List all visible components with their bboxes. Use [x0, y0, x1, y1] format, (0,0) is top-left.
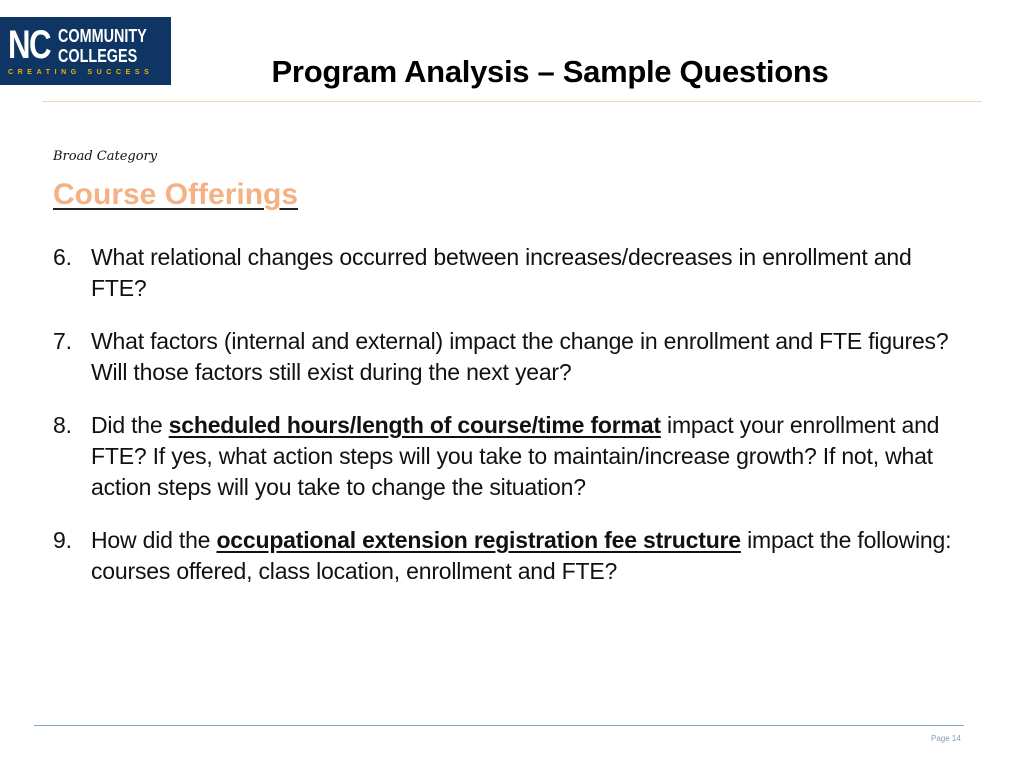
page-number: Page 14: [931, 734, 961, 743]
question-text-post: impact the following: courses offered, class location, enrollment and FTE?: [91, 527, 952, 584]
question-text: What relational changes occurred between increases/decreases in enrollment and FTE?: [91, 244, 912, 301]
question-number: 8.: [53, 412, 72, 438]
question-emphasis: occupational extension registration fee structure: [216, 527, 741, 553]
question-number: 7.: [53, 328, 72, 354]
logo-tagline: CREATING SUCCESS: [8, 69, 154, 76]
question-number: 6.: [53, 244, 72, 270]
question-item: [53, 410, 963, 503]
question-item: [53, 525, 963, 587]
question-text-pre: Did the: [91, 412, 169, 438]
logo-abbr: NC: [8, 23, 50, 67]
question-text-post: impact your enrollment and FTE? If yes, what action steps will you take to maintain/increase growth? If not, what action steps will you take to change the situation?: [91, 412, 940, 500]
question-number: 9.: [53, 527, 72, 553]
question-item: [53, 326, 963, 388]
logo-line2: COLLEGES: [58, 46, 138, 66]
category-label: Broad Category: [53, 149, 158, 164]
question-list: [53, 242, 963, 609]
question-item: [53, 242, 963, 304]
logo-words: [58, 26, 147, 66]
logo-line1: COMMUNITY: [58, 26, 147, 46]
nc-community-colleges-logo: [0, 17, 171, 85]
section-heading: Course Offerings: [53, 178, 299, 211]
slide-title: Program Analysis – Sample Questions: [271, 54, 829, 89]
header-divider: [42, 101, 982, 102]
question-text-pre: How did the: [91, 527, 217, 553]
footer-divider: [34, 725, 964, 726]
question-emphasis: scheduled hours/length of course/time format: [168, 412, 661, 438]
question-text: What factors (internal and external) impact the change in enrollment and FTE figures? Will those factors still exist during the next year?: [91, 328, 949, 385]
